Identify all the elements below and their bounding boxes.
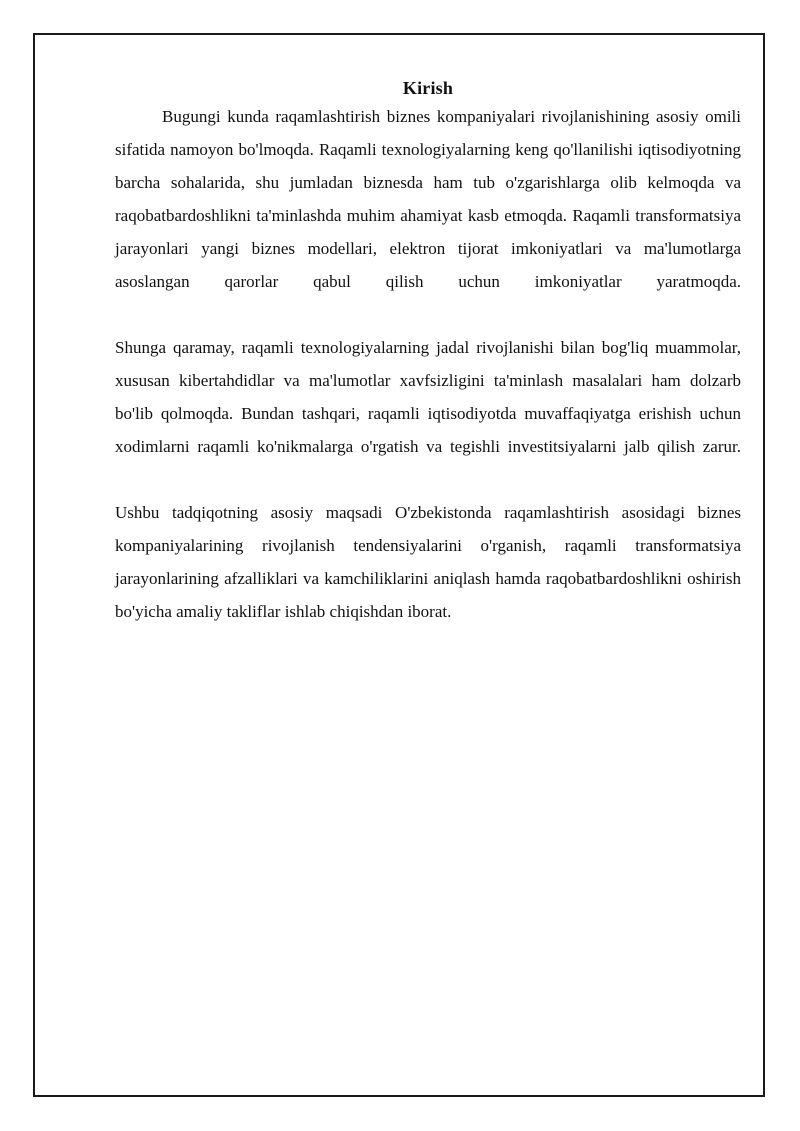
paragraph-introduction: Bugungi kunda raqamlashtirish biznes kompaniyalari rivojlanishining asosiy omili sifatida namoyon bo'lmoqda. Raqamli texnologiyalarning keng qo'llanilishi iqtisodiyotning barcha sohalarida, shu jumladan biznesda ham tub o'zgarishlarga olib kelmoqda va raqobatbardoshlikni ta'minlashda muhim ahamiyat kasb etmoqda. Raqamli transformatsiya jarayonlari yangi biznes modellari, elektron tijorat imkoniyatlari va ma'lumotlarga asoslangan qarorlar qabul qilish uchun imkoniyatlar yaratmoqda.	[115, 107, 741, 291]
document-title: Kirish	[402, 78, 454, 98]
paragraph-problems: Shunga qaramay, raqamli texnologiyalarning jadal rivojlanishi bilan bog'liq muammolar, xususan kibertahdidlar va ma'lumotlar xavfsizligini ta'minlash masalalari ham dolzarb bo'lib qolmoqda. Bundan tashqari, raqamli iqtisodiyotda muvaffaqiyatga erishish uchun xodimlarni raqamli ko'nikmalarga o'rgatish va tegishli investitsiyalarni jalb qilish zarur.	[115, 338, 741, 456]
paragraph-spacer	[115, 463, 741, 496]
document-body	[115, 76, 741, 628]
paragraph-spacer	[115, 298, 741, 331]
paragraph-objective: Ushbu tadqiqotning asosiy maqsadi O'zbekistonda raqamlashtirish asosidagi biznes kompaniyalarining rivojlanish tendensiyalarini o'rganish, raqamli transformatsiya jarayonlarining afzalliklari va kamchiliklarini aniqlash hamda raqobatbardoshlikni oshirish bo'yicha amaliy takliflar ishlab chiqishdan iborat.	[115, 503, 741, 621]
